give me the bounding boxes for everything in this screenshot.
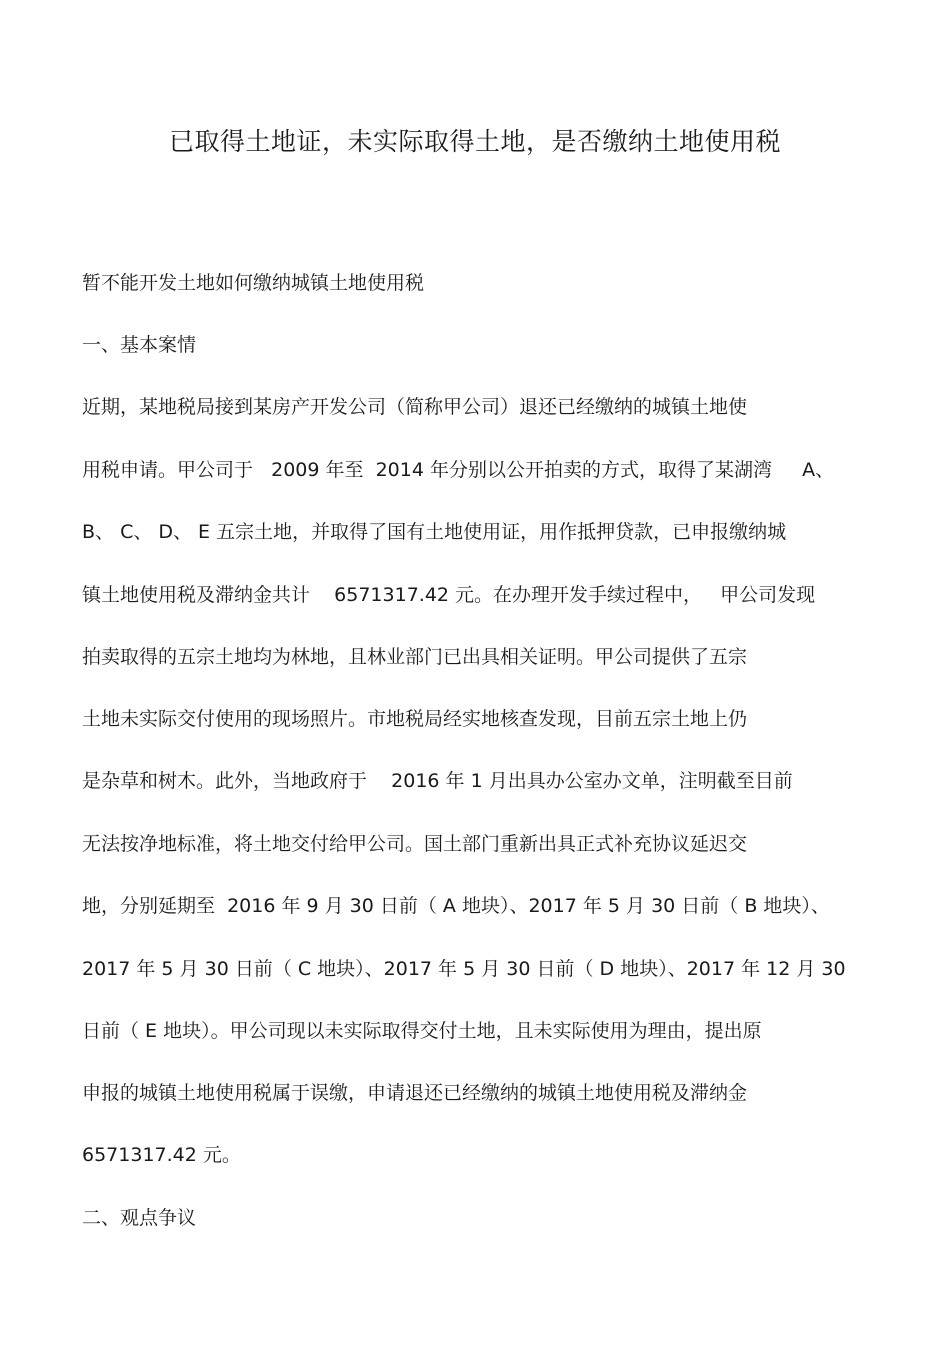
body-line: 日前（ E 地块）。甲公司现以未实际取得交付土地，且未实际使用为理由，提出原: [82, 1020, 762, 1042]
body-line: 土地未实际交付使用的现场照片。市地税局经实地核查发现，目前五宗土地上仍: [82, 708, 748, 730]
body-line: 6571317.42 元。: [82, 1144, 241, 1166]
body-line: 无法按净地标准，将土地交付给甲公司。国土部门重新出具正式补充协议延迟交: [82, 833, 748, 855]
body-line: 近期，某地税局接到某房产开发公司（简称甲公司）退还已经缴纳的城镇土地使: [82, 396, 748, 418]
section-heading-dispute: 二、观点争议: [82, 1207, 197, 1229]
body-line: 地，分别延期至 2016 年 9 月 30 日前（ A 地块）、2017 年 5 月 30 日前（ B 地块）、: [82, 895, 830, 917]
document-subtitle: 暂不能开发土地如何缴纳城镇土地使用税: [82, 272, 425, 294]
body-line: 镇土地使用税及滞纳金共计 6571317.42 元。在办理开发手续过程中， 甲公司发现: [82, 584, 816, 606]
document-title: 已取得土地证，未实际取得土地，是否缴纳土地使用税: [168, 127, 781, 156]
body-line: 是杂草和树木。此外，当地政府于 2016 年 1 月出具办公室办文单，注明截至目前: [82, 770, 793, 792]
body-line: 申报的城镇土地使用税属于误缴，申请退还已经缴纳的城镇土地使用税及滞纳金: [82, 1082, 748, 1104]
body-line: 2017 年 5 月 30 日前（ C 地块）、2017 年 5 月 30 日前（ D 地块）、2017 年 12 月 30: [82, 958, 846, 980]
body-line: B、 C、 D、 E 五宗土地，并取得了国有土地使用证，用作抵押贷款，已申报缴纳城: [82, 521, 787, 543]
body-line: 用税申请。甲公司于 2009 年至 2014 年分别以公开拍卖的方式，取得了某湖湾 A、: [82, 459, 835, 481]
section-heading-basic-case: 一、基本案情: [82, 334, 197, 356]
body-line: 拍卖取得的五宗土地均为林地，且林业部门已出具相关证明。甲公司提供了五宗: [82, 646, 748, 668]
